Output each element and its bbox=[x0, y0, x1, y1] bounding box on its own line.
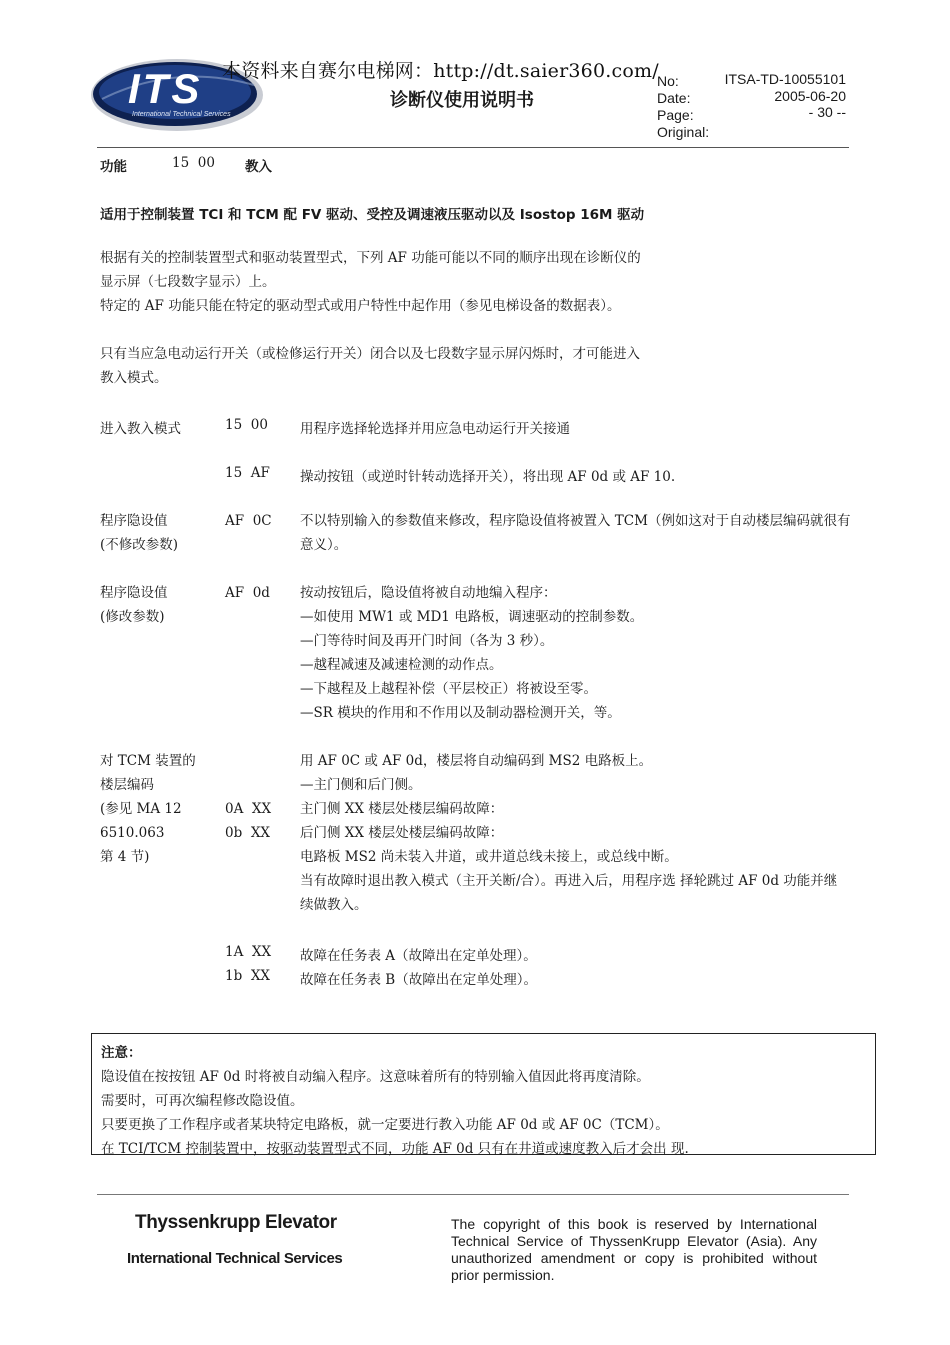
doc-number: ITSA-TD-10055101 bbox=[724, 71, 846, 87]
date-label: Date: bbox=[657, 90, 691, 106]
row-desc: 故障在任务表 B（故障出在定单处理）。 bbox=[300, 972, 537, 988]
function-code: 15 00 bbox=[172, 155, 215, 171]
note-title: 注意： bbox=[101, 1045, 142, 1061]
row-code: 1b XX bbox=[225, 968, 271, 984]
page-number: - 30 -- bbox=[808, 104, 846, 120]
logo-text: ITS bbox=[128, 65, 203, 112]
row-desc: 操动按钮（或逆时针转动选择开关），将出现 AF 0d 或 AF 10. bbox=[300, 469, 676, 485]
row-label: 对 TCM 装置的 楼层编码 (参见 MA 12 6510.063 第 4 节) bbox=[100, 753, 196, 865]
row-code: 15 00 bbox=[225, 417, 268, 433]
applies-to: 适用于控制装置 TCI 和 TCM 配 FV 驱动、受控及调速液压驱动以及 Isostop 16M 驱动 bbox=[100, 207, 645, 223]
function-name: 教入 bbox=[245, 159, 272, 175]
brand-name: Thyssenkrupp Elevator bbox=[135, 1212, 337, 1233]
entry-condition: 只有当应急电动运行开关（或检修运行开关）闭合以及七段数字显示屏闪烁时，才可能进入 教入模式。 bbox=[100, 346, 640, 386]
row-code: AF 0d bbox=[225, 585, 270, 601]
row-label: 程序隐设值 (不修改参数) bbox=[100, 513, 179, 553]
row-desc: 故障在任务表 A（故障出在定单处理）。 bbox=[300, 948, 537, 964]
brand-subtitle: International Technical Services bbox=[127, 1250, 343, 1267]
original-label: Original: bbox=[657, 124, 710, 140]
copyright-notice: The copyright of this book is reserved by International Technical Service of ThyssenKrupp Elevator (Asia). Any unauthorized amendment or copy is prohibited without prior permission. bbox=[451, 1216, 817, 1283]
note-line: 只要更换了工作程序或者某块特定电路板，就一定要进行教入功能 AF 0d 或 AF 0C（TCM）。 bbox=[101, 1117, 669, 1133]
footer-divider bbox=[97, 1194, 849, 1195]
no-label: No: bbox=[657, 73, 679, 89]
note-line: 需要时，可再次编程修改隐设值。 bbox=[101, 1093, 304, 1109]
intro-paragraph: 根据有关的控制装置型式和驱动装置型式，下列 AF 功能可能以不同的顺序出现在诊断仪的 显示屏（七段数字显示）上。 特定的 AF 功能只能在特定的驱动型式或用户特性中起作用（参见电梯设备的数据表）。 bbox=[100, 250, 641, 314]
row-desc: 按动按钮后，隐设值将被自动地编入程序： —如使用 MW1 或 MD1 电路板，调速驱动的控制参数。 —门等待时间及再开门时间（各为 3 秒）。 —越程减速及减速检测的动作点。 —下越程及上越程补偿（平层校正）将被设至零。 —SR 模块的作用和不作用以及制动器检测开关，等。 bbox=[300, 585, 644, 721]
row-code: 0A XX bbox=[225, 801, 272, 817]
note-line: 隐设值在按按钮 AF 0d 时将被自动编入程序。这意味着所有的特别输入值因此将再度清除。 bbox=[101, 1069, 650, 1085]
row-desc: 用程序选择轮选择并用应急电动运行开关接通 bbox=[300, 421, 570, 437]
watermark-text: 本资料来自赛尔电梯网：http://dt.saier360.com/ bbox=[222, 60, 659, 82]
note-box bbox=[91, 1033, 876, 1155]
row-label: 程序隐设值 (修改参数) bbox=[100, 585, 168, 625]
row-desc: 用 AF 0C 或 AF 0d，楼层将自动编码到 MS2 电路板上。 —主门侧和后门侧。 主门侧 XX 楼层处楼层编码故障： 后门侧 XX 楼层处楼层编码故障： 电路板 MS2 尚未装入井道，或井道总线未接上，或总线中断。 当有故障时退出教入模式（主开关断/合）。再进入后，用程序选 择轮跳过 AF 0d 功能并继 续做教入。 bbox=[300, 753, 838, 913]
note-line: 在 TCI/TCM 控制装置中，按驱动装置型式不同，功能 AF 0d 只有在井道或速度教入后才会出 现. bbox=[101, 1141, 689, 1157]
doc-date: 2005-06-20 bbox=[774, 88, 846, 104]
function-label: 功能 bbox=[100, 159, 127, 175]
row-code: 0b XX bbox=[225, 825, 271, 841]
row-code: 1A XX bbox=[225, 944, 272, 960]
document-title: 诊断仪使用说明书 bbox=[390, 90, 534, 111]
row-label: 进入教入模式 bbox=[100, 421, 181, 437]
logo-subtext: International Technical Services bbox=[132, 111, 231, 118]
page-label: Page: bbox=[657, 107, 694, 123]
row-code: 15 AF bbox=[225, 465, 270, 481]
header-divider bbox=[97, 147, 849, 148]
row-code: AF 0C bbox=[225, 513, 272, 529]
row-desc: 不以特别输入的参数值来修改，程序隐设值将被置入 TCM（例如这对于自动楼层编码就很有 意义）。 bbox=[300, 513, 851, 553]
